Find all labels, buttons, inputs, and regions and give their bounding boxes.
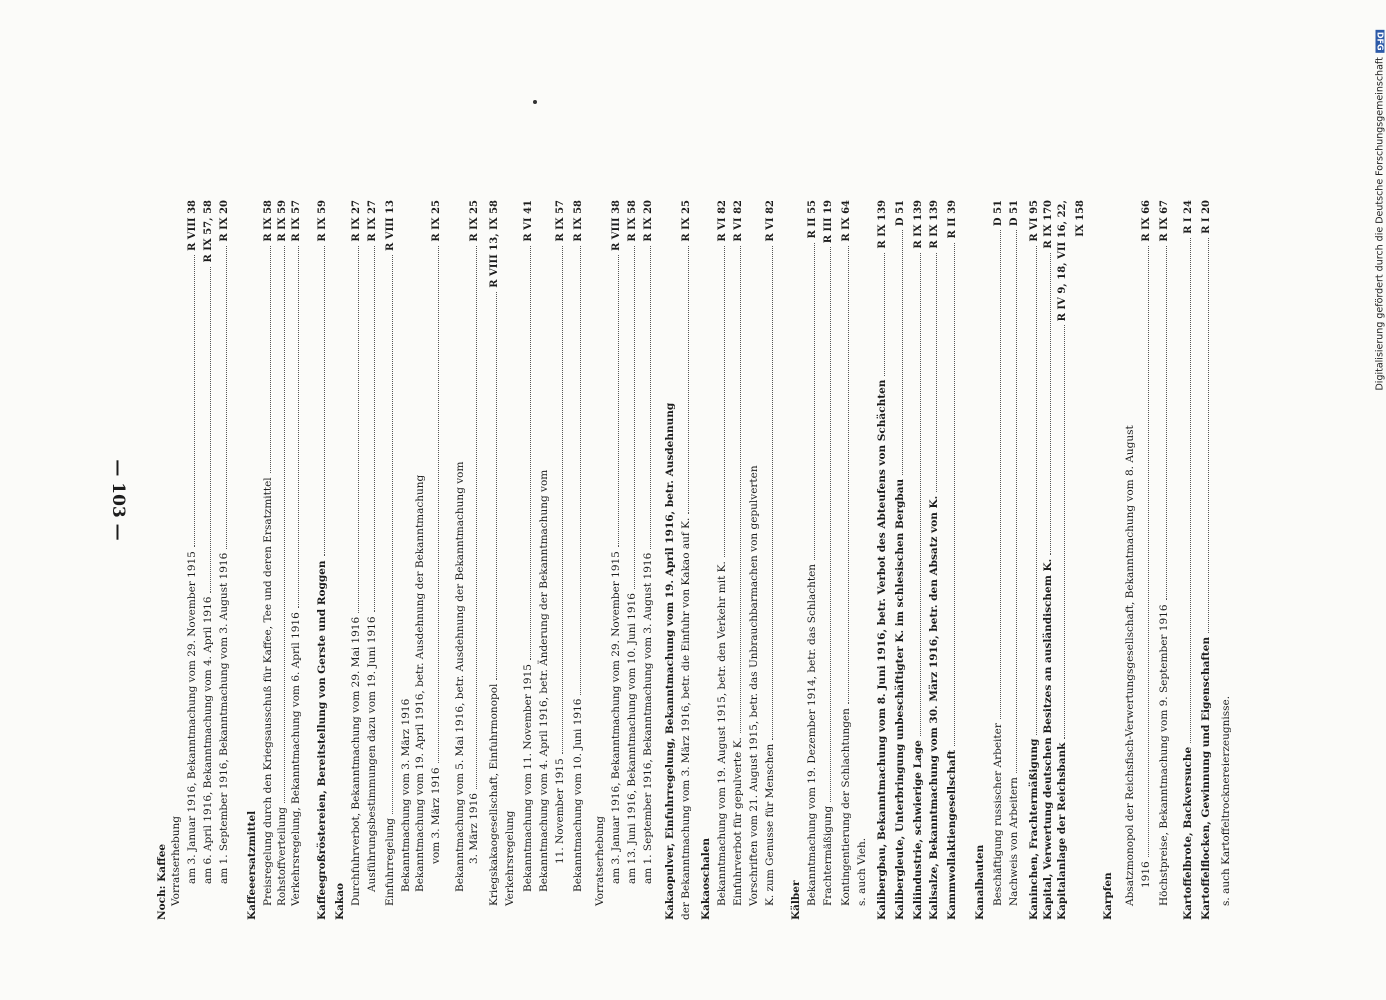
dot-leader <box>731 246 741 733</box>
index-entry <box>893 200 907 920</box>
index-entry <box>521 200 535 920</box>
index-entry <box>821 200 835 920</box>
dot-leader <box>991 230 1001 719</box>
index-entry-text: Frachtermäßigung <box>822 805 834 906</box>
index-entry <box>467 200 481 920</box>
index-entry-reference: R IX 25 <box>431 200 442 242</box>
index-entry-text: Kakao <box>334 882 346 920</box>
dot-leader <box>349 246 359 613</box>
index-entry-text: Kaliindustrie, schwierige Lage <box>912 740 924 920</box>
index-entry <box>571 200 585 920</box>
index-entry-reference: R VIII 13 <box>385 200 396 251</box>
index-entry-reference: R IV 9, 18, VII 16, 22, <box>1057 200 1068 322</box>
index-entry-text: am 3. Januar 1916, Bekanntmachung vom 29. November 1915 <box>186 551 198 884</box>
index-entry-text: Rohstoffverteilung <box>276 807 288 906</box>
index-entry-reference: R IX 58 <box>573 200 584 242</box>
index-entry <box>699 200 713 920</box>
index-entry <box>429 200 443 920</box>
index-entry <box>365 200 379 920</box>
index-entry-text: Bekanntmachung vom 11. November 1915 <box>522 664 534 892</box>
index-entry-reference: R IX 58 <box>263 200 274 242</box>
index-entry-reference: R IX 58 <box>627 200 638 242</box>
index-entry-reference: R IX 64 <box>841 200 852 242</box>
dot-leader <box>1027 246 1037 735</box>
index-entry-reference: R I 20 <box>1201 200 1212 234</box>
index-entry-text: Bekanntmachung vom 10. Juni 1916 <box>572 698 584 892</box>
index-entry <box>789 200 803 920</box>
index-entry-reference: IX 158 <box>1075 200 1086 237</box>
index-entry-text: Kapital, Verwertung deutschen Besitzes an ausländischem K. <box>1042 558 1054 920</box>
index-entry <box>875 200 889 920</box>
index-entry-reference: R IX 27 <box>367 200 378 242</box>
index-entry-reference: R IX 67 <box>1159 200 1170 242</box>
index-entry-text: Kaffeeersatzmittel <box>246 810 258 920</box>
index-entry <box>1219 200 1233 920</box>
index-entry-text: am 1. September 1916, Bekanntmachung vom 3. August 1916 <box>642 552 654 884</box>
index-entry-reference: R IX 27 <box>351 200 362 242</box>
index-entry <box>261 200 275 920</box>
index-entry-reference: R VIII 38 <box>611 200 622 251</box>
index-entry-text: Bekanntmachung vom 3. März 1916 <box>400 698 412 892</box>
index-entry-text: Karpfen <box>1102 872 1114 920</box>
index-entry <box>679 200 693 920</box>
dot-leader <box>1055 325 1065 738</box>
dot-leader <box>1157 246 1167 601</box>
index-entry-text: Verkehrsregelung, Bekanntmachung vom 6. April 1916 <box>290 612 302 906</box>
index-entry <box>641 200 655 920</box>
index-entry-reference: R VIII 13, IX 58 <box>489 200 500 288</box>
index-entry-reference: R IX 59 <box>317 200 328 242</box>
index-entry <box>289 200 303 920</box>
dot-leader <box>927 253 937 492</box>
index-entry-reference: R VI 82 <box>765 200 776 242</box>
dot-leader <box>875 253 885 376</box>
index-entry <box>553 200 567 920</box>
index-entry <box>839 200 853 920</box>
index-entry <box>1199 200 1213 920</box>
dot-leader <box>763 246 773 740</box>
index-entry-text: Bekanntmachung vom 19. Dezember 1914, betr. das Schlachten <box>806 563 818 906</box>
dot-leader <box>1181 238 1191 743</box>
index-entry <box>945 200 959 920</box>
dot-leader <box>1007 230 1017 773</box>
index-entry-text: K. zum Genusse für Menschen <box>764 743 776 906</box>
index-entry <box>609 200 623 920</box>
index-entry-text: Bekanntmachung vom 19. August 1915, betr. den Verkehr mit K. <box>716 561 728 906</box>
index-entry <box>1055 200 1069 920</box>
dot-leader <box>553 246 563 755</box>
index-entry <box>349 200 363 920</box>
dot-leader <box>383 255 393 814</box>
dot-leader <box>315 246 325 557</box>
index-entry-text: Vorratserhebung <box>170 815 182 906</box>
index-entry-text: Kartoffelflocken, Gewinnung und Eigenschaften <box>1200 636 1212 920</box>
index-entry <box>973 200 987 920</box>
index-entry-text: Durchfuhrverbot, Bekanntmachung vom 29. Mai 1916 <box>350 616 362 906</box>
dot-leader <box>911 253 921 737</box>
index-entry-text: Noch: Kaffee <box>156 843 168 920</box>
index-entry-text: Einfuhrverbot für gepulverte K. <box>732 737 744 906</box>
index-entry-text: 11. November 1915 <box>554 758 566 864</box>
index-entry-text: am 6. April 1916, Bekanntmachung vom 4. April 1916 <box>202 596 214 884</box>
index-entry <box>593 200 607 920</box>
index-entry-reference: R IX 139 <box>929 200 940 249</box>
index-entry <box>217 200 231 920</box>
index-entry-text: Bekanntmachung vom 4. April 1916, betr. Änderung der Bekanntmachung vom <box>538 469 550 892</box>
dot-leader <box>805 243 815 560</box>
dot-leader <box>625 246 635 589</box>
index-entry-reference: R VI 82 <box>733 200 744 242</box>
index-entry <box>1139 200 1153 920</box>
index-entry-text: Kammwollaktiengesellschaft <box>946 749 958 920</box>
dot-leader <box>821 247 831 802</box>
index-entry-reference: R IX 59 <box>277 200 288 242</box>
index-entry <box>537 200 551 920</box>
index-entry-reference: R IX 57 <box>555 200 566 242</box>
index-entry-text: Beschäftigung russischer Arbeiter <box>992 723 1004 906</box>
dot-leader <box>1199 238 1209 633</box>
dot-leader <box>715 246 725 558</box>
index-entry <box>1073 200 1087 920</box>
index-entry <box>333 200 347 920</box>
index-entry-text: Kontingentierung der Schlachtungen <box>840 708 852 906</box>
index-entry-reference: R IX 139 <box>877 200 888 249</box>
index-entry-text: Bekanntmachung vom 5. Mai 1916, betr. Ausdehnung der Bekanntmachung vom <box>454 461 466 892</box>
index-entry-reference: R IX 57, 58 <box>203 200 214 263</box>
index-entry-text: am 13. Juni 1916, Bekanntmachung vom 10. Juni 1916 <box>626 593 638 884</box>
dot-leader <box>1139 246 1149 858</box>
index-entry-text: s. auch Vieh. <box>856 837 868 906</box>
index-entry-reference: R IX 20 <box>643 200 654 242</box>
index-entry <box>169 200 183 920</box>
dot-leader <box>261 246 271 474</box>
index-entry <box>399 200 413 920</box>
index-entry-text: Bekanntmachung vom 19. April 1916, betr. Ausdehnung der Bekanntmachung <box>414 474 426 892</box>
index-entry-text: Ausführungsbestimmungen dazu vom 19. Juni 1916 <box>366 616 378 892</box>
dot-leader <box>429 246 439 764</box>
dot-leader <box>365 246 375 613</box>
dot-leader <box>1041 253 1051 555</box>
index-entry-text: Vorschriften vom 21. August 1915, betr. das Unbrauchbarmachen von gepulverten <box>748 465 760 906</box>
index-entry <box>663 200 677 920</box>
dot-leader <box>467 246 477 789</box>
index-entry <box>911 200 925 920</box>
index-entry-reference: R IX 170 <box>1043 200 1054 249</box>
index-entry-text: Kakaopulver, Einfuhrregelung, Bekanntmachung vom 19. April 1916, betr. Ausdehnung <box>664 402 676 920</box>
index-entry <box>503 200 517 920</box>
index-entry-reference: R IX 66 <box>1141 200 1152 242</box>
dot-leader <box>185 255 195 547</box>
index-entry-text: Kartoffelbrote, Backversuche <box>1182 746 1194 920</box>
dot-leader <box>945 243 955 746</box>
index-entry-reference: R II 39 <box>947 200 958 239</box>
page-number: — 103 — <box>108 459 128 541</box>
index-entry-reference: R VI 82 <box>717 200 728 242</box>
index-entry-reference: R IX 25 <box>681 200 692 242</box>
index-entry-text: 1916 <box>1140 861 1152 888</box>
index-entry <box>383 200 397 920</box>
index-entry-text: Kanalbauten <box>974 844 986 920</box>
index-entry <box>185 200 199 920</box>
index-entry-text: Absatzmonopol der Reichsfisch-Verwertungsgesellschaft, Bekanntmachung vom 8. August <box>1124 425 1136 906</box>
index-entry <box>625 200 639 920</box>
index-entry-text: Kakaoschalen <box>700 837 712 920</box>
index-entry-text: Einfuhrregelung <box>384 818 396 906</box>
index-entry-text: 3. März 1916 <box>468 793 480 864</box>
dot-leader <box>609 255 619 547</box>
index-entry-text: der Bekanntmachung vom 3. März 1916, betr. die Einfuhr von Kakao auf K. <box>680 517 692 920</box>
index-entry <box>927 200 941 920</box>
index-entry <box>805 200 819 920</box>
dot-leader <box>679 246 689 514</box>
index-entry <box>275 200 289 920</box>
index-entry <box>413 200 427 920</box>
index-entry-text: Kriegskakaogesellschaft, Einfuhrmonopol <box>488 683 500 906</box>
dot-leader <box>289 246 299 609</box>
index-entry-text: Höchstpreise, Bekanntmachung vom 9. September 1916 <box>1158 604 1170 906</box>
index-entry-text: s. auch Kartoffeltrocknereierzeugnisse. <box>1220 695 1232 906</box>
index-entry-text: Kälber <box>790 880 802 920</box>
dot-leader <box>571 246 581 695</box>
index-entry-reference: D 51 <box>895 200 906 227</box>
index-entry <box>855 200 869 920</box>
index-entry <box>1041 200 1055 920</box>
index-entry-reference: R VI 95 <box>1029 200 1040 242</box>
index-entry-reference: R III 19 <box>823 200 834 244</box>
index-entry <box>747 200 761 920</box>
scan-credit-text: Digitalisierung gefördert durch die Deutsche Forschungsgemeinschaft <box>1374 57 1386 391</box>
index-entry-text: Preisregelung durch den Kriegsausschuß für Kaffee, Tee und deren Ersatzmittel <box>262 477 274 906</box>
dot-leader <box>201 267 211 593</box>
index-entry-reference: D 51 <box>993 200 1004 227</box>
index-entry-reference: R IX 57 <box>291 200 302 242</box>
index-entry-text: Nachweis von Arbeitern <box>1008 777 1020 906</box>
index-entry <box>1181 200 1195 920</box>
index-entry <box>487 200 501 920</box>
index-entry <box>763 200 777 920</box>
index-entry <box>201 200 215 920</box>
index-entry-text: Kaninchen, Frachtermäßigung <box>1028 738 1040 920</box>
index-entry <box>715 200 729 920</box>
index-entry <box>1123 200 1137 920</box>
index-entry-reference: R IX 25 <box>469 200 480 242</box>
dot-leader <box>641 246 651 549</box>
index-entry-text: Vorratserhebung <box>594 815 606 906</box>
dfg-logo-icon: DFG <box>1375 31 1385 51</box>
index-entry <box>1101 200 1115 920</box>
index-entry-reference: R IX 20 <box>219 200 230 242</box>
index-entry-reference: R IX 139 <box>913 200 924 249</box>
dot-leader <box>893 230 903 475</box>
index-entry <box>731 200 745 920</box>
index-entry-text: Kapitalanlage der Reichsbank <box>1056 742 1068 920</box>
index-entry <box>1157 200 1171 920</box>
dot-leader <box>521 246 531 660</box>
index-entry <box>1027 200 1041 920</box>
index-entry-reference: R I 24 <box>1183 200 1194 234</box>
index-entry-reference: R VIII 38 <box>187 200 198 251</box>
index-entry-reference: D 51 <box>1009 200 1020 227</box>
index-entry-text: Kalibergbau, Bekanntmachung vom 8. Juni 1916, betr. Verbot des Abteufens von Schächten <box>876 379 888 920</box>
index-entry-reference: R VI 41 <box>523 200 534 242</box>
index-entry <box>315 200 329 920</box>
index-entry <box>991 200 1005 920</box>
index-entry-text: Kalibergleute, Unterbringung unbeschäftigter K. im schlesischen Bergbau <box>894 478 906 920</box>
dot-leader <box>217 246 227 549</box>
dot-leader <box>275 246 285 803</box>
index-entry <box>155 200 169 920</box>
index-entry <box>245 200 259 920</box>
index-entry-text: am 3. Januar 1916, Bekanntmachung vom 29. November 1915 <box>610 551 622 884</box>
index-entry-text: Verkehrsregelung <box>504 810 516 906</box>
index-entry-text: am 1. September 1916, Bekanntmachung vom 3. August 1916 <box>218 552 230 884</box>
index-entry-text: Kaffeegroßröstereien, Bereitstellung von Gerste und Roggen <box>316 560 328 920</box>
index-entry <box>453 200 467 920</box>
index-entry <box>1007 200 1021 920</box>
dot-leader <box>487 292 497 680</box>
index-entry-text: Kalisalze, Bekanntmachung vom 30. März 1916, betr. den Absatz von K. <box>928 495 940 920</box>
dot-leader <box>839 246 849 704</box>
index-entry-text: vom 3. März 1916 <box>430 767 442 864</box>
index-entry-reference: R II 55 <box>807 200 818 239</box>
